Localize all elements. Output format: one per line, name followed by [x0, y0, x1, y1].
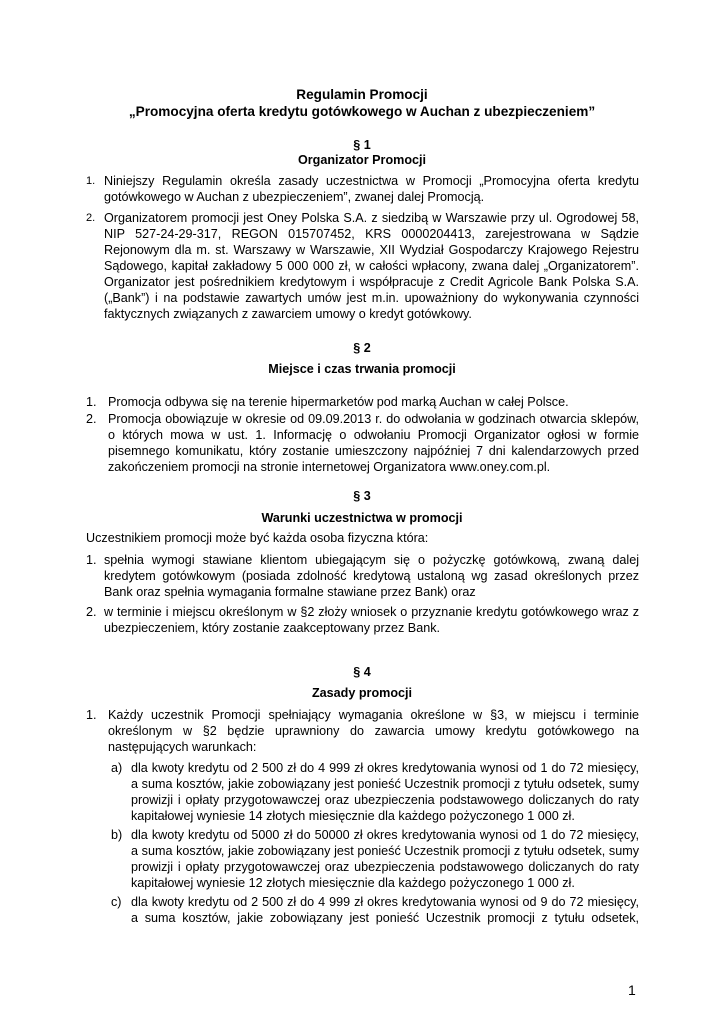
subitem-letter: a) — [111, 761, 123, 775]
section-2-sign: § 2 — [353, 341, 371, 355]
item-text: Promocja obowiązuje w okresie od 09.09.2013 r. do odwołania w godzinach otwarcia sklepów, o których mowa w ust. 1. Informację o odwołaniu Promocji Organizator ogłosi w formie pisemnego komunikatu, który zostanie umieszczony najpóźniej 7 dni kalendarzowych przed zakończeniem promocji na stronie internetowej Organizatora www.oney.com.pl. — [108, 412, 639, 474]
item-number: 2. — [86, 605, 97, 619]
section-2-item-1 — [86, 394, 639, 410]
section-4-heading: Zasady promocji — [311, 686, 413, 700]
section-3-sign: § 3 — [353, 489, 371, 503]
subitem-letter: b) — [111, 828, 123, 842]
item-text: Każdy uczestnik Promocji spełniający wymagania określone w §3, w miejscu i terminie określonym w §2 będzie uprawniony do zawarcia umowy kredytu gotówkowego na następujących warunkach: — [108, 708, 639, 754]
item-text: Niniejszy Regulamin określa zasady uczestnictwa w Promocji „Promocyjna oferta kredytu gotówkowego w Auchan z ubezpieczeniem”, zwanej dalej Promocją. — [104, 174, 639, 204]
section-4-sign: § 4 — [353, 665, 371, 679]
subitem-text: dla kwoty kredytu od 2 500 zł do 4 999 zł okres kredytowania wynosi od 9 do 72 miesięcy, a suma kosztów, jakie zobowiązany jest ponieść Uczestnik promocji z tytułu odsetek, — [131, 895, 639, 925]
item-number: 2. — [86, 212, 96, 224]
item-number: 1. — [86, 395, 97, 409]
document-subtitle: „Promocyjna oferta kredytu gotówkowego w Auchan z ubezpieczeniem” — [128, 104, 596, 119]
section-3-item-2 — [86, 604, 639, 636]
section-4-subitem-b — [111, 827, 639, 891]
section-2-heading: Miejsce i czas trwania promocji — [268, 362, 456, 376]
subitem-text: dla kwoty kredytu od 2 500 zł do 4 999 zł okres kredytowania wynosi od 1 do 72 miesięcy, a suma kosztów, jakie zobowiązany jest ponieść Uczestnik promocji z tytułu odsetek, sumy prowizji i opłaty przygotowawczej oraz ubezpieczenia podstawowego doliczanych do raty kapitałowej wyniesie 14 złotych miesięcznie dla każdego pożyczonego 1 000 zł. — [131, 761, 639, 823]
section-1-item-1 — [86, 173, 639, 205]
item-number: 1. — [86, 708, 97, 722]
section-4-item-1 — [86, 707, 639, 755]
section-1-item-2 — [86, 210, 639, 322]
section-3-heading: Warunki uczestnictwa w promocji — [261, 511, 463, 525]
subitem-letter: c) — [111, 895, 122, 909]
item-text: spełnia wymogi stawiane klientom ubiegającym się o pożyczkę gotówkową, zwaną dalej kredytem gotówkowym (posiada zdolność kredytową ustaloną wg zasad określonych przez Bank oraz spełnia wymagania formalne stawiane przez Bank) oraz — [104, 553, 639, 599]
item-number: 1. — [86, 175, 96, 187]
item-number: 1. — [86, 553, 97, 567]
item-text: Promocja odbywa się na terenie hipermarketów pod marką Auchan w całej Polsce. — [108, 395, 569, 409]
section-4-subitem-a — [111, 760, 639, 824]
section-3-item-1 — [86, 552, 639, 600]
section-1-heading: Organizator Promocji — [297, 153, 427, 167]
subitem-text: dla kwoty kredytu od 5000 zł do 50000 zł okres kredytowania wynosi od 1 do 72 miesięcy, a suma kosztów, jakie zobowiązany jest ponieść Uczestnik promocji z tytułu odsetek, sumy prowizji i opłaty przygotowawczej oraz ubezpieczenia podstawowego doliczanych do raty kapitałowej wyniesie 12 złotych miesięcznie dla każdego pożyczonego 1 000 zł. — [131, 828, 639, 890]
section-3-intro: Uczestnikiem promocji może być każda osoba fizyczna która: — [86, 531, 429, 545]
item-text: w terminie i miejscu określonym w §2 złoży wniosek o przyznanie kredytu gotówkowego wraz z ubezpieczeniem, który zostanie zaakceptowany przez Bank. — [104, 605, 639, 635]
section-1-sign: § 1 — [353, 138, 371, 152]
section-4-subitem-c — [111, 894, 639, 926]
item-text: Organizatorem promocji jest Oney Polska S.A. z siedzibą w Warszawie przy ul. Ogrodowej 58, NIP 527-24-29-317, REGON 015707452, KRS 0000204413, zarejestrowana w Sądzie Rejonowym dla m. st. Warszawy w Warszawie, XII Wydział Gospodarczy Krajowego Rejestru Sądowego, kapitał zakładowy 5 000 000 zł, w całości wpłacony, zwana dalej „Organizatorem”. Organizator jest pośrednikiem kredytowym i współpracuje z Credit Agricole Bank Polska S.A. („Bank”) i na podstawie zawartych umów jest m.in. upoważniony do wykonywania czynności faktycznych związanych z zawarciem umowy o kredyt gotówkowy. — [104, 211, 639, 321]
document-title: Regulamin Promocji — [296, 87, 428, 102]
section-2-item-2 — [86, 411, 639, 475]
item-number: 2. — [86, 412, 97, 426]
page-number: 1 — [628, 982, 636, 998]
